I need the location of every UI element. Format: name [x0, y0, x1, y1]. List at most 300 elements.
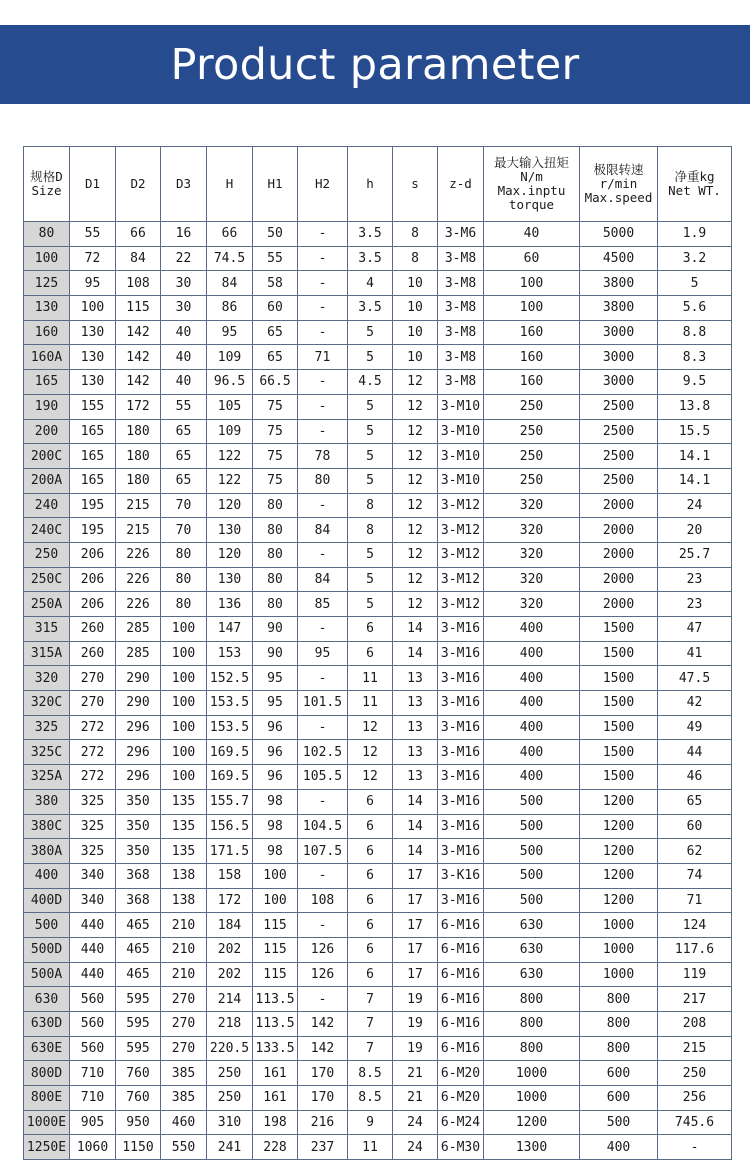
table-cell: 3-M16	[438, 888, 484, 913]
table-cell: 136	[207, 592, 253, 617]
table-cell: 3800	[580, 296, 658, 321]
table-cell: 75	[253, 468, 298, 493]
table-cell: 400	[484, 691, 580, 716]
table-cell: 55	[253, 246, 298, 271]
table-cell: 138	[161, 863, 207, 888]
table-row	[24, 345, 732, 370]
table-cell: 100	[484, 296, 580, 321]
table-cell: 165	[70, 444, 116, 469]
table-cell: 113.5	[253, 987, 298, 1012]
table-cell: 350	[116, 814, 161, 839]
table-cell: 115	[253, 937, 298, 962]
table-cell: 40	[161, 345, 207, 370]
column-header	[24, 147, 70, 222]
table-cell: 135	[161, 789, 207, 814]
table-row	[24, 296, 732, 321]
size-cell: 315	[24, 617, 70, 642]
table-cell: 5	[658, 271, 732, 296]
table-cell: 400	[580, 1135, 658, 1160]
table-cell: 105.5	[298, 765, 348, 790]
table-cell: 65	[161, 444, 207, 469]
table-cell: 130	[207, 518, 253, 543]
table-row	[24, 567, 732, 592]
table-cell: -	[298, 246, 348, 271]
table-cell: 500	[484, 839, 580, 864]
table-cell: 17	[393, 888, 438, 913]
table-cell: 115	[116, 296, 161, 321]
table-row	[24, 1036, 732, 1061]
table-cell: 11	[348, 691, 393, 716]
table-cell: 256	[658, 1086, 732, 1111]
column-header-line: z-d	[449, 176, 472, 191]
table-cell: 905	[70, 1110, 116, 1135]
table-cell: -	[298, 222, 348, 247]
table-cell: 6	[348, 839, 393, 864]
table-cell: 3.5	[348, 296, 393, 321]
table-cell: 84	[116, 246, 161, 271]
table-cell: 109	[207, 345, 253, 370]
table-cell: 1000	[484, 1061, 580, 1086]
table-cell: 368	[116, 888, 161, 913]
table-cell: 170	[298, 1086, 348, 1111]
table-cell: 74.5	[207, 246, 253, 271]
table-cell: 17	[393, 863, 438, 888]
size-cell: 125	[24, 271, 70, 296]
table-cell: 285	[116, 641, 161, 666]
table-cell: 41	[658, 641, 732, 666]
table-cell: 49	[658, 715, 732, 740]
table-cell: -	[298, 789, 348, 814]
table-row	[24, 937, 732, 962]
table-cell: 78	[298, 444, 348, 469]
table-cell: 180	[116, 444, 161, 469]
table-cell: 72	[70, 246, 116, 271]
size-cell: 160	[24, 320, 70, 345]
table-cell: 122	[207, 468, 253, 493]
size-cell: 500A	[24, 962, 70, 987]
table-cell: 1200	[580, 814, 658, 839]
table-cell: 19	[393, 987, 438, 1012]
table-cell: 98	[253, 814, 298, 839]
table-cell: 6	[348, 641, 393, 666]
table-cell: 3-M16	[438, 789, 484, 814]
table-cell: 135	[161, 814, 207, 839]
table-cell: 760	[116, 1061, 161, 1086]
table-cell: 3.2	[658, 246, 732, 271]
column-header	[484, 147, 580, 222]
table-cell: 2000	[580, 493, 658, 518]
table-cell: 7	[348, 1036, 393, 1061]
table-cell: 202	[207, 962, 253, 987]
table-cell: 14	[393, 789, 438, 814]
table-cell: 3-M10	[438, 419, 484, 444]
table-cell: 950	[116, 1110, 161, 1135]
table-cell: 12	[393, 542, 438, 567]
table-cell: 12	[393, 493, 438, 518]
table-cell: 560	[70, 1036, 116, 1061]
table-cell: 13	[393, 691, 438, 716]
table-cell: 202	[207, 937, 253, 962]
size-cell: 325	[24, 715, 70, 740]
table-cell: 46	[658, 765, 732, 790]
size-cell: 320C	[24, 691, 70, 716]
table-cell: 13	[393, 765, 438, 790]
table-cell: 117.6	[658, 937, 732, 962]
table-cell: 71	[658, 888, 732, 913]
size-cell: 325C	[24, 740, 70, 765]
column-header	[348, 147, 393, 222]
table-cell: 14.1	[658, 468, 732, 493]
table-cell: 30	[161, 271, 207, 296]
size-cell: 250A	[24, 592, 70, 617]
table-cell: -	[298, 617, 348, 642]
size-cell: 240C	[24, 518, 70, 543]
table-cell: 158	[207, 863, 253, 888]
table-cell: 270	[161, 987, 207, 1012]
table-row	[24, 765, 732, 790]
table-cell: 285	[116, 617, 161, 642]
table-cell: 296	[116, 765, 161, 790]
column-header	[393, 147, 438, 222]
size-cell: 100	[24, 246, 70, 271]
table-cell: 226	[116, 567, 161, 592]
table-cell: 80	[253, 518, 298, 543]
size-cell: 800D	[24, 1061, 70, 1086]
table-cell: 5000	[580, 222, 658, 247]
table-cell: 2500	[580, 468, 658, 493]
table-cell: 75	[253, 444, 298, 469]
table-cell: 23	[658, 592, 732, 617]
table-cell: 169.5	[207, 765, 253, 790]
table-cell: 385	[161, 1086, 207, 1111]
table-cell: 226	[116, 592, 161, 617]
table-cell: 152.5	[207, 666, 253, 691]
size-cell: 1000E	[24, 1110, 70, 1135]
table-cell: 296	[116, 715, 161, 740]
table-cell: 65	[253, 345, 298, 370]
table-cell: 12	[393, 419, 438, 444]
table-cell: 5	[348, 444, 393, 469]
table-cell: 120	[207, 493, 253, 518]
table-cell: 60	[253, 296, 298, 321]
table-cell: 100	[253, 888, 298, 913]
table-cell: 325	[70, 789, 116, 814]
table-cell: 6	[348, 814, 393, 839]
table-cell: 595	[116, 987, 161, 1012]
table-cell: 3.5	[348, 246, 393, 271]
table-cell: 102.5	[298, 740, 348, 765]
table-cell: 12	[393, 444, 438, 469]
table-cell: 3-M16	[438, 617, 484, 642]
table-cell: 12	[393, 592, 438, 617]
table-cell: 10	[393, 320, 438, 345]
table-cell: 142	[116, 320, 161, 345]
table-cell: 12	[393, 394, 438, 419]
table-cell: 66	[116, 222, 161, 247]
table-cell: 115	[253, 913, 298, 938]
table-cell: 4.5	[348, 370, 393, 395]
table-cell: 12	[348, 740, 393, 765]
table-cell: 5	[348, 419, 393, 444]
table-cell: 19	[393, 1036, 438, 1061]
table-cell: 710	[70, 1086, 116, 1111]
table-row	[24, 518, 732, 543]
table-cell: 250	[207, 1086, 253, 1111]
table-row	[24, 542, 732, 567]
table-cell: 270	[70, 666, 116, 691]
column-header	[161, 147, 207, 222]
table-cell: 96	[253, 715, 298, 740]
table-cell: 290	[116, 691, 161, 716]
table-cell: 1500	[580, 691, 658, 716]
table-cell: 42	[658, 691, 732, 716]
table-cell: 65	[161, 419, 207, 444]
table-cell: 1200	[580, 863, 658, 888]
table-cell: 500	[484, 863, 580, 888]
table-cell: 172	[207, 888, 253, 913]
table-cell: 250	[484, 468, 580, 493]
column-header-line: torque	[508, 197, 555, 212]
table-cell: 250	[484, 444, 580, 469]
column-header	[253, 147, 298, 222]
table-cell: 161	[253, 1086, 298, 1111]
table-row	[24, 789, 732, 814]
table-cell: 160	[484, 370, 580, 395]
table-cell: 3-M16	[438, 740, 484, 765]
table-cell: 6-M24	[438, 1110, 484, 1135]
table-cell: 135	[161, 839, 207, 864]
column-header-line: D3	[175, 176, 192, 191]
table-cell: -	[298, 863, 348, 888]
table-cell: 250	[658, 1061, 732, 1086]
table-cell: 100	[253, 863, 298, 888]
table-cell: 100	[161, 617, 207, 642]
size-cell: 250C	[24, 567, 70, 592]
table-cell: 8.3	[658, 345, 732, 370]
size-cell: 500	[24, 913, 70, 938]
table-cell: 21	[393, 1086, 438, 1111]
table-cell: 12	[348, 715, 393, 740]
table-cell: 465	[116, 962, 161, 987]
table-cell: 180	[116, 419, 161, 444]
table-cell: 100	[484, 271, 580, 296]
column-header-line: H1	[267, 176, 283, 191]
table-cell: -	[298, 715, 348, 740]
table-cell: 6-M20	[438, 1061, 484, 1086]
table-cell: 1.9	[658, 222, 732, 247]
table-cell: 171.5	[207, 839, 253, 864]
table-cell: -	[298, 987, 348, 1012]
table-cell: 14	[393, 814, 438, 839]
table-cell: 80	[298, 468, 348, 493]
table-cell: 122	[207, 444, 253, 469]
table-cell: 165	[70, 468, 116, 493]
table-row	[24, 641, 732, 666]
size-cell: 250	[24, 542, 70, 567]
table-cell: 3-M10	[438, 444, 484, 469]
column-header-line: s	[411, 176, 419, 191]
table-cell: 195	[70, 518, 116, 543]
table-cell: 2000	[580, 518, 658, 543]
table-cell: 84	[207, 271, 253, 296]
table-cell: 226	[116, 542, 161, 567]
table-cell: 6-M16	[438, 1012, 484, 1037]
table-cell: 138	[161, 888, 207, 913]
table-cell: 107.5	[298, 839, 348, 864]
table-cell: 21	[393, 1061, 438, 1086]
table-cell: 6-M16	[438, 913, 484, 938]
table-cell: 1500	[580, 715, 658, 740]
table-cell: 8	[348, 493, 393, 518]
table-cell: 800	[484, 987, 580, 1012]
table-cell: 1300	[484, 1135, 580, 1160]
table-cell: 3-M12	[438, 518, 484, 543]
table-row	[24, 271, 732, 296]
table-cell: 60	[658, 814, 732, 839]
column-header	[298, 147, 348, 222]
table-cell: 90	[253, 617, 298, 642]
table-cell: 440	[70, 913, 116, 938]
table-cell: 169.5	[207, 740, 253, 765]
table-cell: 147	[207, 617, 253, 642]
table-cell: 320	[484, 592, 580, 617]
table-cell: 800	[484, 1012, 580, 1037]
table-cell: 13.8	[658, 394, 732, 419]
table-cell: 3-M10	[438, 394, 484, 419]
table-cell: 9	[348, 1110, 393, 1135]
column-header	[580, 147, 658, 222]
column-header-line: h	[366, 176, 374, 191]
table-cell: 40	[161, 320, 207, 345]
table-cell: 745.6	[658, 1110, 732, 1135]
table-cell: 75	[253, 419, 298, 444]
table-cell: 6-M16	[438, 937, 484, 962]
table-cell: 3-M6	[438, 222, 484, 247]
table-row	[24, 617, 732, 642]
table-cell: 340	[70, 863, 116, 888]
table-row	[24, 468, 732, 493]
size-cell: 200C	[24, 444, 70, 469]
table-cell: 14	[393, 617, 438, 642]
table-cell: 1500	[580, 740, 658, 765]
table-cell: 3-M16	[438, 715, 484, 740]
table-cell: 24	[658, 493, 732, 518]
table-cell: -	[658, 1135, 732, 1160]
table-cell: 96	[253, 740, 298, 765]
table-row	[24, 320, 732, 345]
table-header-row	[24, 147, 732, 222]
table-cell: 3000	[580, 370, 658, 395]
column-header	[70, 147, 116, 222]
table-cell: 3000	[580, 320, 658, 345]
table-cell: 3-M8	[438, 370, 484, 395]
table-cell: 400	[484, 715, 580, 740]
table-cell: 1000	[580, 913, 658, 938]
table-cell: 124	[658, 913, 732, 938]
table-cell: 210	[161, 937, 207, 962]
table-cell: 55	[161, 394, 207, 419]
table-cell: 120	[207, 542, 253, 567]
table-cell: 237	[298, 1135, 348, 1160]
table-cell: 75	[253, 394, 298, 419]
table-cell: 100	[161, 765, 207, 790]
table-cell: 12	[393, 370, 438, 395]
table-row	[24, 370, 732, 395]
table-cell: 800	[580, 1036, 658, 1061]
table-cell: 100	[70, 296, 116, 321]
table-cell: 95	[253, 666, 298, 691]
table-row	[24, 666, 732, 691]
table-row	[24, 863, 732, 888]
table-row	[24, 962, 732, 987]
table-cell: 6	[348, 863, 393, 888]
table-cell: 7	[348, 987, 393, 1012]
table-cell: 47	[658, 617, 732, 642]
table-cell: 250	[207, 1061, 253, 1086]
size-cell: 200	[24, 419, 70, 444]
column-header-line: 最大输入扭矩	[493, 155, 569, 170]
table-cell: 8	[348, 518, 393, 543]
table-cell: 550	[161, 1135, 207, 1160]
table-cell: 5	[348, 394, 393, 419]
table-cell: 1500	[580, 666, 658, 691]
table-cell: 98	[253, 839, 298, 864]
column-header-line: 规格D	[30, 169, 63, 184]
table-cell: 17	[393, 913, 438, 938]
size-cell: 1250E	[24, 1135, 70, 1160]
table-row	[24, 1135, 732, 1160]
table-cell: 19	[393, 1012, 438, 1037]
table-cell: 160	[484, 320, 580, 345]
table-cell: 195	[70, 493, 116, 518]
table-cell: 2000	[580, 542, 658, 567]
table-cell: 296	[116, 740, 161, 765]
table-cell: 1000	[484, 1086, 580, 1111]
table-cell: 17	[393, 937, 438, 962]
table-cell: 84	[298, 567, 348, 592]
table-row	[24, 493, 732, 518]
table-cell: 12	[348, 765, 393, 790]
table-row	[24, 592, 732, 617]
table-cell: 465	[116, 913, 161, 938]
table-cell: 1000	[580, 962, 658, 987]
table-cell: -	[298, 394, 348, 419]
size-cell: 380A	[24, 839, 70, 864]
table-cell: 250	[484, 394, 580, 419]
table-cell: 105	[207, 394, 253, 419]
table-cell: 160	[484, 345, 580, 370]
table-cell: 630	[484, 962, 580, 987]
table-cell: 2000	[580, 567, 658, 592]
table-cell: 11	[348, 666, 393, 691]
table-cell: 44	[658, 740, 732, 765]
table-cell: 2500	[580, 419, 658, 444]
table-cell: 5	[348, 468, 393, 493]
table-cell: 210	[161, 913, 207, 938]
table-cell: 3-M12	[438, 592, 484, 617]
table-cell: 3-M16	[438, 765, 484, 790]
table-cell: 5	[348, 320, 393, 345]
table-row	[24, 444, 732, 469]
table-cell: 1200	[580, 839, 658, 864]
table-cell: 290	[116, 666, 161, 691]
table-cell: 1500	[580, 641, 658, 666]
table-cell: 40	[161, 370, 207, 395]
table-cell: 400	[484, 740, 580, 765]
table-cell: 500	[484, 888, 580, 913]
size-cell: 380C	[24, 814, 70, 839]
size-cell: 130	[24, 296, 70, 321]
